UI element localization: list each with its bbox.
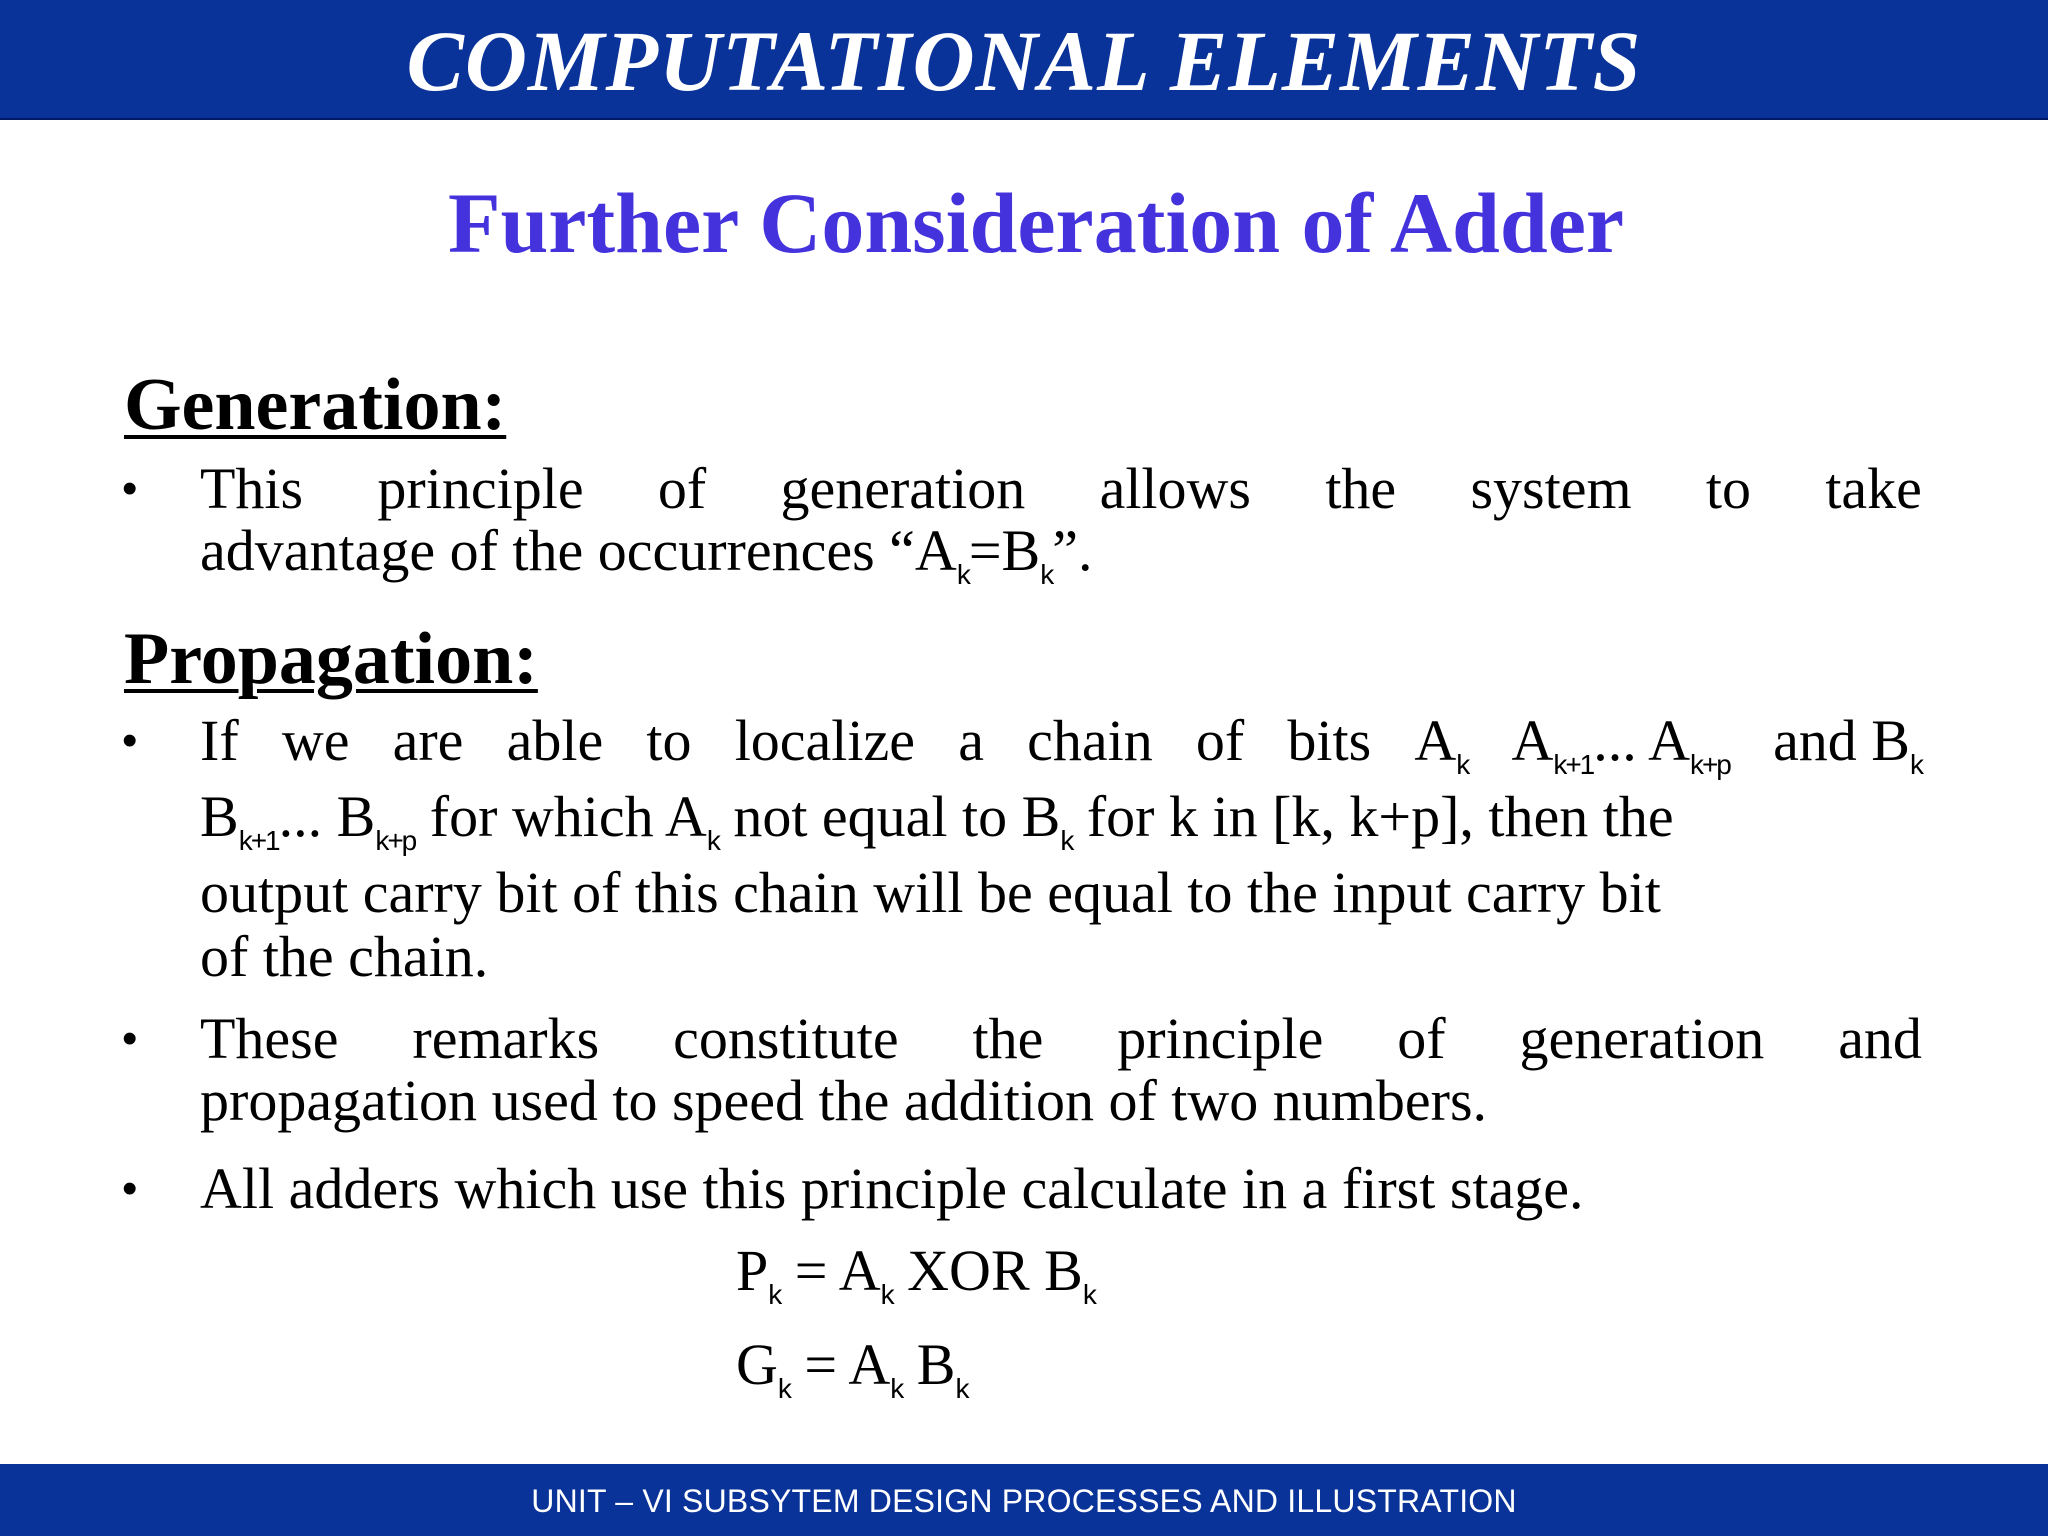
subscript: k <box>956 559 969 590</box>
word: bits <box>1287 708 1372 773</box>
subscript: k+1 <box>238 825 279 856</box>
text-span: G <box>736 1332 778 1397</box>
generation-line-1 <box>200 456 1922 521</box>
word: able <box>506 708 604 773</box>
subscript: k <box>777 1373 790 1404</box>
word: the <box>972 1006 1044 1071</box>
word: system <box>1470 456 1632 521</box>
bullet-marker: • <box>122 1164 138 1213</box>
subscript: k <box>880 1279 893 1310</box>
footer-text: UNIT – VI SUBSYTEM DESIGN PROCESSES AND ILLUSTRATION <box>531 1482 1517 1519</box>
text-span: B <box>902 1332 956 1397</box>
text-span: B <box>200 784 239 849</box>
footer-bar <box>0 1464 2048 1536</box>
word: to <box>1705 456 1752 521</box>
symbol-group <box>1414 708 1469 780</box>
text-span: ... B <box>278 784 376 849</box>
propagation-line-4: of the chain. <box>200 924 489 989</box>
text-span: ”. <box>1052 518 1093 583</box>
propagation-line-3: output carry bit of this chain will be equal to the input carry bit <box>200 860 1661 925</box>
subscript: k <box>1910 749 1922 780</box>
word: remarks <box>412 1006 600 1071</box>
subscript: k <box>1040 559 1053 590</box>
word: are <box>392 708 464 773</box>
text-span: P <box>736 1238 769 1303</box>
word: This <box>200 456 304 521</box>
word: allows <box>1099 456 1252 521</box>
text-span: and B <box>1773 708 1910 773</box>
propagation-2-line-1 <box>200 1006 1922 1071</box>
word: principle <box>1117 1006 1324 1071</box>
subscript: k <box>1060 825 1073 856</box>
text-span: not equal to B <box>718 784 1061 849</box>
propagation-line-1 <box>200 708 1922 780</box>
subscript: k <box>1082 1279 1095 1310</box>
word: to <box>646 708 692 773</box>
text-group <box>200 784 1674 856</box>
symbol-group <box>1511 708 1730 780</box>
slide-title: Further Consideration of Adder <box>447 175 1625 271</box>
header-bar <box>0 0 2048 120</box>
bullet-marker: • <box>122 716 138 765</box>
word: a <box>958 708 984 773</box>
word: take <box>1825 456 1922 521</box>
subscript: k <box>768 1279 781 1310</box>
text-span: =B <box>968 518 1041 583</box>
bullet-marker: • <box>122 464 138 513</box>
word: If <box>200 708 239 773</box>
word: of <box>657 456 707 521</box>
word: generation <box>1519 1006 1765 1071</box>
text-span: = A <box>789 1332 891 1397</box>
word: we <box>281 708 350 773</box>
word: of <box>1397 1006 1446 1071</box>
subscript: k+1 <box>1553 749 1594 780</box>
formula-g <box>736 1332 968 1404</box>
word: generation <box>780 456 1026 521</box>
word: the <box>1325 456 1397 521</box>
word: localize <box>734 708 916 773</box>
subscript: k <box>890 1373 903 1404</box>
subscript: k+p <box>1689 749 1730 780</box>
text-span: ... A <box>1593 708 1690 773</box>
bullet-marker: • <box>122 1014 138 1063</box>
subscript: k+p <box>375 825 416 856</box>
propagation-line-2 <box>200 784 1922 856</box>
word: These <box>200 1006 339 1071</box>
propagation-2-line-2: propagation used to speed the addition of two numbers. <box>200 1068 1488 1133</box>
word: of <box>1195 708 1245 773</box>
word: constitute <box>673 1006 899 1071</box>
header-title: COMPUTATIONAL ELEMENTS <box>406 13 1642 109</box>
generation-line-2 <box>200 518 1093 590</box>
word: principle <box>377 456 584 521</box>
generation-heading: Generation: <box>124 364 507 446</box>
formula-p <box>736 1238 1095 1310</box>
text-span: = A <box>780 1238 881 1303</box>
propagation-heading: Propagation: <box>124 618 538 700</box>
propagation-3-line-1: All adders which use this principle calculate in a first stage. <box>200 1156 1584 1221</box>
text-span: XOR B <box>892 1238 1083 1303</box>
text-span: for k in [k, k+p], then the <box>1072 784 1674 849</box>
word: chain <box>1027 708 1153 773</box>
subscript: k <box>955 1373 968 1404</box>
subscript: k <box>706 825 719 856</box>
subscript: k <box>1456 749 1469 780</box>
text-span: A <box>1414 708 1457 773</box>
text-span: for which A <box>415 784 707 849</box>
text-span: A <box>1511 708 1554 773</box>
symbol-group <box>1773 708 1922 780</box>
text-span: advantage of the occurrences “A <box>200 518 957 583</box>
word: and <box>1838 1006 1922 1071</box>
